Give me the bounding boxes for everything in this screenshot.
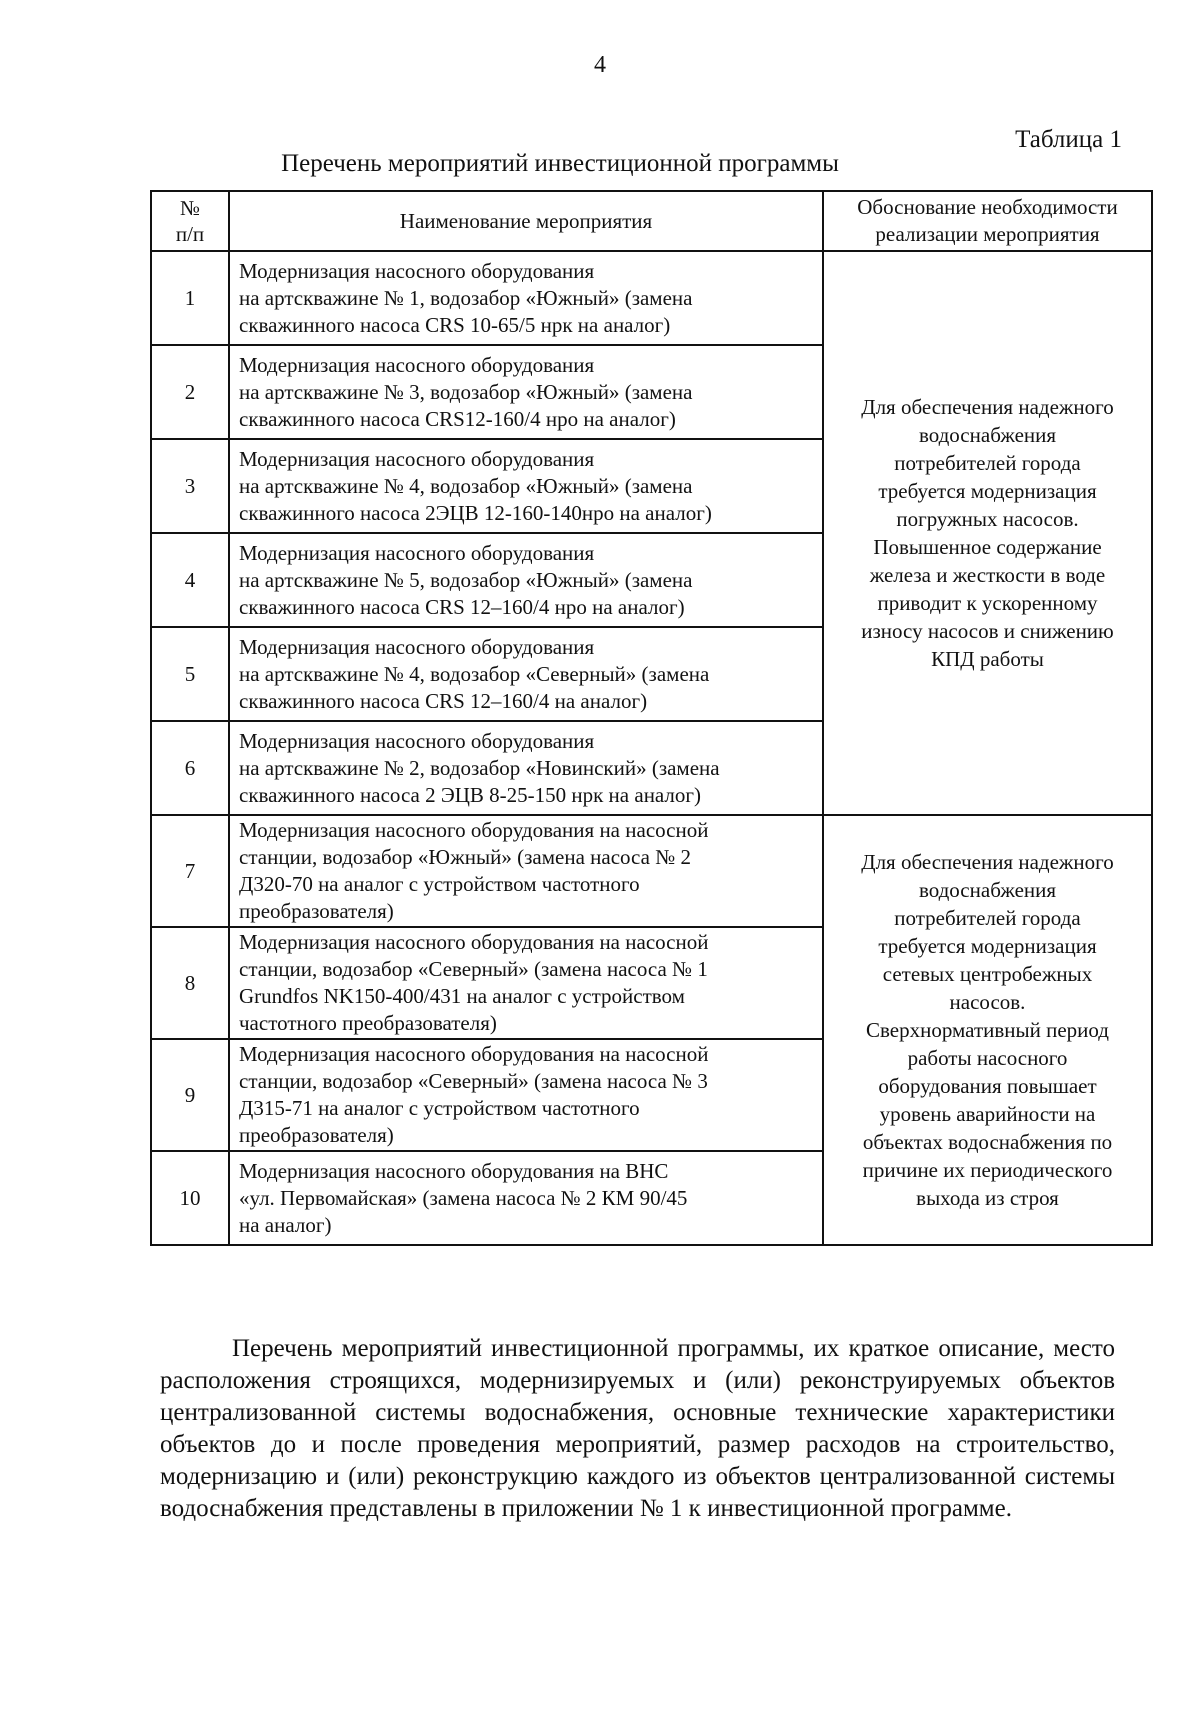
basis-group-2-text: Для обеспечения надежного водоснабжения потребителей города требуется модернизация сетевых центробежных насосов. Сверхнормативный период работы насосного оборудования повышает уровень аварийности на объектах водоснабжения по причине их периодического выхода из строя <box>861 850 1114 1210</box>
row-name-text: Модернизация насосного оборудования на насосной станции, водозабор «Северный» (замена насоса № 1 Grundfos NK150-400/431 на аналог с устройством частотного преобразователя) <box>239 930 709 1035</box>
row-name <box>229 927 823 1039</box>
row-name-text: Модернизация насосного оборудования на насосной станции, водозабор «Южный» (замена насоса № 2 Д320-70 на аналог с устройством частотного преобразователя) <box>239 818 709 923</box>
header-name <box>229 191 823 251</box>
row-name <box>229 721 823 815</box>
row-number: 10 <box>151 1151 229 1245</box>
row-name-text: Модернизация насосного оборудования на артскважине № 4, водозабор «Северный» (замена скважинного насоса CRS 12–160/4 на аналог) <box>239 634 710 713</box>
page-number: 4 <box>594 52 606 78</box>
row-name <box>229 533 823 627</box>
header-number-label: № п/п <box>175 196 205 246</box>
table-label: Таблица 1 <box>1015 126 1122 153</box>
row-name-text: Модернизация насосного оборудования на артскважине № 5, водозабор «Южный» (замена скважинного насоса CRS 12–160/4 нро на аналог) <box>239 540 693 619</box>
row-name-text: Модернизация насосного оборудования на артскважине № 1, водозабор «Южный» (замена скважинного насоса CRS 10-65/5 нрк на аналог) <box>239 258 693 337</box>
table-row <box>151 251 1152 345</box>
measures-table <box>150 190 1153 1246</box>
body-paragraph: Перечень мероприятий инвестиционной программы, их краткое описание, место расположения строящихся, модернизируемых и (или) реконструируемых объектов централизованной системы водоснабжения, основные технические характеристики объектов до и после проведения мероприятий, размер расходов на строительство, модернизацию и (или) реконструкцию каждого из объектов централизованной системы водоснабжения представлены в приложении № 1 к инвестиционной программе. <box>160 1335 1115 1522</box>
row-name-text: Модернизация насосного оборудования на ВНС «ул. Первомайская» (замена насоса № 2 КМ 90/45 на аналог) <box>239 1158 688 1237</box>
row-number: 6 <box>151 721 229 815</box>
row-number: 8 <box>151 927 229 1039</box>
header-basis-label: Обоснование необходимости реализации мероприятия <box>857 195 1118 246</box>
header-number <box>151 191 229 251</box>
row-name <box>229 627 823 721</box>
row-number: 7 <box>151 815 229 927</box>
row-number: 1 <box>151 251 229 345</box>
row-name-text: Модернизация насосного оборудования на насосной станции, водозабор «Северный» (замена насоса № 3 Д315-71 на аналог с устройством частотного преобразователя) <box>239 1042 709 1147</box>
row-name <box>229 345 823 439</box>
row-name <box>229 815 823 927</box>
table-header-row <box>151 191 1152 251</box>
basis-group-2 <box>823 815 1152 1245</box>
row-name <box>229 1151 823 1245</box>
row-number: 4 <box>151 533 229 627</box>
row-number: 2 <box>151 345 229 439</box>
row-name <box>229 439 823 533</box>
basis-group-1 <box>823 251 1152 815</box>
row-number: 9 <box>151 1039 229 1151</box>
row-number: 3 <box>151 439 229 533</box>
basis-group-1-text: Для обеспечения надежного водоснабжения потребителей города требуется модернизация погружных насосов. Повышенное содержание железа и жесткости в воде приводит к ускоренному износу насосов и снижению КПД работы <box>861 395 1114 671</box>
header-name-label: Наименование мероприятия <box>399 208 653 233</box>
row-name <box>229 251 823 345</box>
row-name-text: Модернизация насосного оборудования на артскважине № 4, водозабор «Южный» (замена скважинного насоса 2ЭЦВ 12-160-140нро на аналог) <box>239 446 712 525</box>
table-row <box>151 815 1152 927</box>
row-number: 5 <box>151 627 229 721</box>
header-basis <box>823 191 1152 251</box>
row-name <box>229 1039 823 1151</box>
table-title: Перечень мероприятий инвестиционной программы <box>281 150 839 177</box>
row-name-text: Модернизация насосного оборудования на артскважине № 2, водозабор «Новинский» (замена скважинного насоса 2 ЭЦВ 8-25-150 нрк на аналог) <box>239 728 720 807</box>
row-name-text: Модернизация насосного оборудования на артскважине № 3, водозабор «Южный» (замена скважинного насоса CRS12-160/4 нро на аналог) <box>239 352 693 431</box>
